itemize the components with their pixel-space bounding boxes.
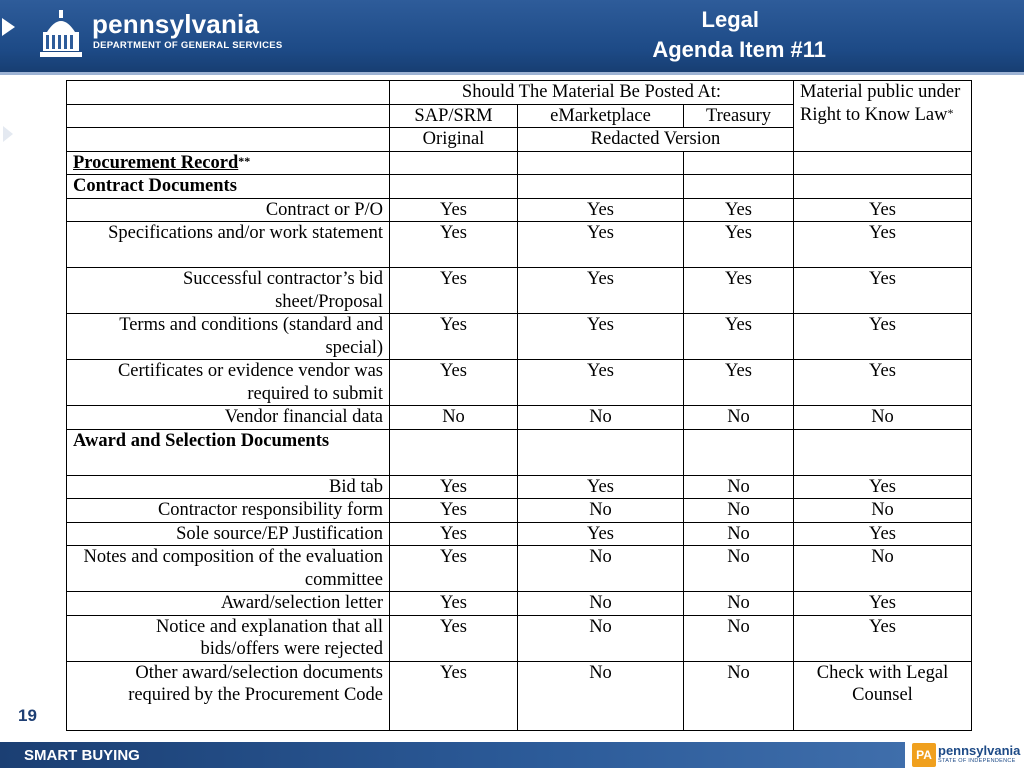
pa-keystone-icon: PA [912, 743, 936, 767]
cell-sap: Yes [390, 499, 518, 523]
section-row [67, 175, 972, 199]
cell-treasury: Yes [684, 360, 794, 406]
row-label: Specifications and/or work statement [67, 222, 390, 268]
row-label: Contractor responsibility form [67, 499, 390, 523]
section-contract-documents: Contract Documents [67, 175, 390, 199]
cell-public: Yes [794, 360, 972, 406]
cell-public: No [794, 546, 972, 592]
cell-sap: Yes [390, 546, 518, 592]
cell-public: Yes [794, 592, 972, 616]
cell-emarketplace: Yes [518, 268, 684, 314]
table-row [67, 222, 972, 268]
header-public-material [794, 81, 972, 152]
slide-title-line1: Legal [701, 7, 759, 32]
row-label: Certificates or evidence vendor was required to submit [67, 360, 390, 406]
cell-emarketplace: No [518, 661, 684, 730]
cell-public: Yes [794, 268, 972, 314]
column-emarketplace: eMarketplace [518, 104, 684, 128]
cell-sap: Yes [390, 522, 518, 546]
table-row [67, 546, 972, 592]
cell-public: Yes [794, 522, 972, 546]
cell-treasury: No [684, 522, 794, 546]
cell-treasury: Yes [684, 314, 794, 360]
cell-emarketplace: No [518, 615, 684, 661]
table-row [67, 268, 972, 314]
cell-treasury: No [684, 592, 794, 616]
column-sap-srm: SAP/SRM [390, 104, 518, 128]
cell-treasury: Yes [684, 268, 794, 314]
cell-sap: Yes [390, 661, 518, 730]
procurement-record-row [67, 151, 972, 175]
row-label: Award/selection letter [67, 592, 390, 616]
cell-sap: Yes [390, 360, 518, 406]
row-label: Terms and conditions (standard and special) [67, 314, 390, 360]
cell-sap: Yes [390, 592, 518, 616]
section-row [67, 429, 972, 475]
slide-header [0, 0, 1024, 75]
cell-public: Yes [794, 198, 972, 222]
cell-emarketplace: Yes [518, 475, 684, 499]
cell-treasury: No [684, 406, 794, 430]
cell-treasury: No [684, 661, 794, 730]
table-row [67, 475, 972, 499]
pa-logo-name: pennsylvania [938, 743, 1021, 758]
table-row [67, 499, 972, 523]
row-label: Bid tab [67, 475, 390, 499]
side-arrow-icon [3, 126, 13, 142]
footer-bar [0, 742, 905, 768]
cell-treasury: No [684, 475, 794, 499]
brand-name: pennsylvania [92, 9, 260, 39]
row-label: Contract or P/O [67, 198, 390, 222]
row-label: Notes and composition of the evaluation committee [67, 546, 390, 592]
page-number: 19 [18, 706, 37, 725]
column-treasury: Treasury [684, 104, 794, 128]
section-award-documents: Award and Selection Documents [67, 429, 390, 475]
cell-emarketplace: No [518, 592, 684, 616]
header-blank-cell [67, 81, 390, 105]
row-label: Notice and explanation that all bids/offers were rejected [67, 615, 390, 661]
cell-sap: No [390, 406, 518, 430]
posting-table [66, 80, 972, 731]
table-row [67, 522, 972, 546]
cell-public: No [794, 406, 972, 430]
table-row [67, 360, 972, 406]
cell-public: Yes [794, 314, 972, 360]
cell-sap: Yes [390, 314, 518, 360]
cell-treasury: Yes [684, 198, 794, 222]
cell-treasury: No [684, 615, 794, 661]
cell-treasury: No [684, 499, 794, 523]
cell-emarketplace: Yes [518, 360, 684, 406]
cell-public: No [794, 499, 972, 523]
procurement-record-label [67, 151, 390, 175]
header-public-mark: * [947, 105, 954, 120]
program-name: SMART BUYING [24, 747, 140, 764]
cell-emarketplace: No [518, 499, 684, 523]
column-original: Original [390, 128, 518, 152]
cell-emarketplace: No [518, 406, 684, 430]
header-row-1 [67, 81, 972, 105]
table-row [67, 615, 972, 661]
cell-emarketplace: Yes [518, 198, 684, 222]
header-blank-cell [67, 128, 390, 152]
cell-emarketplace: Yes [518, 522, 684, 546]
row-label: Vendor financial data [67, 406, 390, 430]
header-posted-at: Should The Material Be Posted At: [390, 81, 794, 105]
capitol-dome-icon [38, 8, 84, 58]
slide-title-line2: Agenda Item #11 [652, 37, 826, 62]
header-blank-cell [67, 104, 390, 128]
table-row [67, 406, 972, 430]
table-row [67, 661, 972, 730]
header-public-text: Material public under Right to Know Law [800, 82, 961, 125]
department-name: DEPARTMENT OF GENERAL SERVICES [93, 40, 283, 51]
row-label: Other award/selection documents required by the Procurement Code [67, 661, 390, 730]
cell-emarketplace: No [518, 546, 684, 592]
cell-public: Yes [794, 615, 972, 661]
cell-emarketplace: Yes [518, 314, 684, 360]
column-redacted: Redacted Version [518, 128, 794, 152]
cell-sap: Yes [390, 198, 518, 222]
cell-emarketplace: Yes [518, 222, 684, 268]
cell-treasury: Yes [684, 222, 794, 268]
table-row [67, 198, 972, 222]
slide-footer [0, 742, 1024, 768]
row-label: Sole source/EP Justification [67, 522, 390, 546]
table-row [67, 314, 972, 360]
procurement-record-text: Procurement Record [73, 152, 239, 173]
cell-treasury: No [684, 546, 794, 592]
cell-public: Check with Legal Counsel [794, 661, 972, 730]
pa-logo [912, 743, 1024, 769]
header-arrow-icon [2, 18, 15, 36]
row-label: Successful contractor’s bid sheet/Proposal [67, 268, 390, 314]
procurement-record-mark: ** [238, 153, 251, 168]
cell-public: Yes [794, 222, 972, 268]
cell-public: Yes [794, 475, 972, 499]
cell-sap: Yes [390, 268, 518, 314]
pa-logo-tagline: STATE OF INDEPENDENCE [938, 758, 1016, 764]
table-row [67, 592, 972, 616]
cell-sap: Yes [390, 615, 518, 661]
cell-sap: Yes [390, 475, 518, 499]
cell-sap: Yes [390, 222, 518, 268]
